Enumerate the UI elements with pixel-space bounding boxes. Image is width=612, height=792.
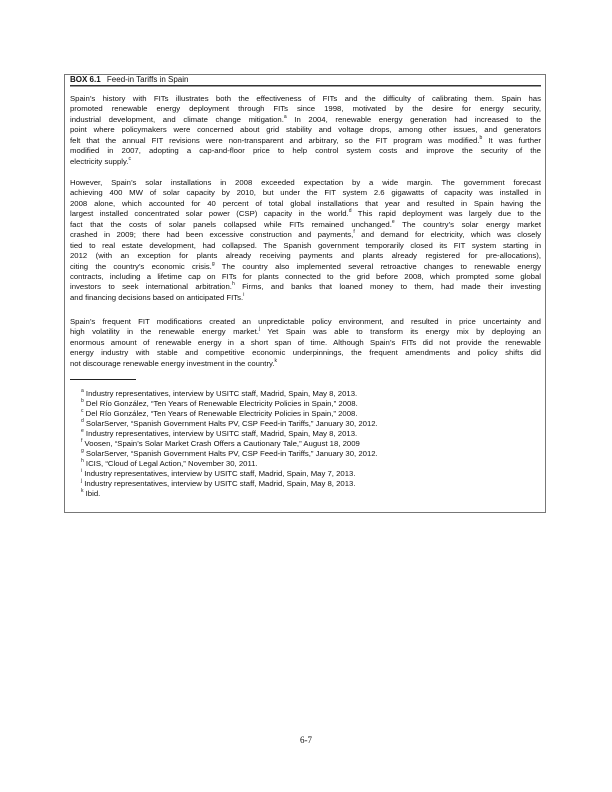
footnote-reference: c <box>128 155 131 162</box>
footnote-mark: j <box>81 478 83 485</box>
text-line: point where policymakers were concerned about grid stability and voltage drops, among other issues, and generators <box>70 125 541 135</box>
footnote-reference: h <box>231 281 235 288</box>
footnote-text: Industry representatives, interview by USITC staff, Madrid, Spain, May 8, 2013. <box>83 429 358 439</box>
text-line: However, Spain’s solar installations in 2008 exceeded expectation by a wide margin. The government forecast <box>70 178 541 187</box>
text-line: industrial development, and climate change mitigation.$^a$ In 2004, renewable energy generation had increased to the <box>70 113 541 124</box>
footnote-mark: k <box>81 488 84 495</box>
text-line: not discourage renewable energy investment in the country.$^k$ <box>70 357 277 368</box>
text-line: enormous amount of renewable energy in a short span of time. Although Spain’s FITs did not provide the renewable <box>70 337 541 347</box>
text-line: fact that the costs of solar panels collapsed while FITs remained unchanged.$^e$ The country’s solar energy market <box>70 218 541 229</box>
text-line: largest installed concentrated solar power (CSP) capacity in the world.$^d$ This rapid deployment was largely due to the <box>70 208 542 219</box>
text-line: crashed in 2009; there had been excessive construction and payments,$^f$ and demand for electricity, which was closely <box>70 229 541 240</box>
footnote-reference: f <box>353 229 355 236</box>
footnote-text: SolarServer, “Spanish Government Halts PV, CSP Feed-in Tariffs,” January 30, 2012. <box>83 419 378 429</box>
text-line: high volatility in the renewable energy market.$^j$ Yet Spain was able to transform its energy mix by deploying an <box>70 326 541 337</box>
footnote-mark: e <box>81 428 84 435</box>
footnote-mark: f <box>81 438 83 445</box>
footnote <box>81 479 378 489</box>
footnote-reference: i <box>243 291 245 298</box>
text-line: Spain’s frequent FIT modifications created an unpredictable policy environment, and resulted in price uncertainty and <box>70 317 541 326</box>
box-title <box>70 75 188 85</box>
footnote <box>81 469 378 479</box>
footnote <box>81 389 378 399</box>
footnote <box>81 439 378 449</box>
footnote <box>81 489 378 499</box>
footnote-text: ICIS, “Cloud of Legal Action,” November 30, 2011. <box>83 459 258 469</box>
paragraph-2 <box>70 178 541 303</box>
footnote-mark: i <box>81 468 83 475</box>
footnote-reference: d <box>348 208 352 215</box>
footnote-mark: g <box>81 448 84 455</box>
text-line: and financing decisions based on anticipated FITs.$^i$ <box>70 291 245 302</box>
footnote-reference: k <box>274 357 277 364</box>
text-line: achieving 400 MW of solar capacity by 2010, but under the FIT system 2.6 gigawatts of capacity was installed in <box>70 188 541 198</box>
footnote-reference: b <box>479 134 483 141</box>
footnote <box>81 419 378 429</box>
text-line: modified in 2007, adopting a cap-and-floor price to help control system costs and improve the security of the <box>70 146 541 156</box>
footnote <box>81 459 378 469</box>
text-line: citing the country’s economic crisis.$^g$ The country also implemented several retroactive changes to renewable energy <box>70 260 541 271</box>
footnote-separator <box>70 379 136 380</box>
footnote <box>81 449 378 459</box>
box-title-text: Feed-in Tariffs in Spain <box>106 75 189 84</box>
footnote-mark: d <box>81 418 84 425</box>
footnote-text: Industry representatives, interview by USITC staff, Madrid, Spain, May 8, 2013. <box>83 389 358 398</box>
footnote-text: Industry representatives, interview by USITC staff, Madrid, Spain, May 8, 2013. <box>82 479 356 489</box>
footnote <box>81 399 378 409</box>
box-label: BOX 6.1 <box>70 75 101 84</box>
text-line: Spain’s history with FITs illustrates both the effectiveness of FITs and the difficulty of calibrating them. Spain has <box>70 94 541 103</box>
text-line: promoted renewable energy deployment through FITs since 1998, motivated by the desire for energy security, <box>70 104 541 114</box>
footnote-text: Voosen, “Spain’s Solar Market Crash Offers a Cautionary Tale,” August 18, 2009 <box>82 439 360 449</box>
footnote-text: Ibid. <box>83 489 101 499</box>
paragraph-3 <box>70 317 541 369</box>
footnote-text: Industry representatives, interview by USITC staff, Madrid, Spain, May 7, 2013. <box>82 469 356 479</box>
footnote-mark: b <box>81 398 84 405</box>
footnote <box>81 409 378 419</box>
footnote-reference: j <box>258 326 261 333</box>
footnotes <box>81 389 378 500</box>
text-line: electricity supply.$^c$ <box>70 155 131 166</box>
footnote-reference: g <box>211 260 215 267</box>
footnote-reference: a <box>283 113 287 120</box>
text-line: tied to real estate development, had collapsed. The Spanish government temporarily closed its FIT system starting in <box>70 240 541 250</box>
paragraph-1 <box>70 94 541 167</box>
footnote-text: SolarServer, “Spanish Government Halts PV, CSP Feed-in Tariffs,” January 30, 2012. <box>83 449 378 459</box>
page-number: 6-7 <box>300 735 312 745</box>
footnote-mark: a <box>81 388 84 394</box>
footnote-mark: h <box>81 458 84 465</box>
text-line: contracts, including a lifetime cap on FITs for plants connected to the grid before 2008, which prompted some global <box>70 271 541 281</box>
footnote-text: Del Río González, “Ten Years of Renewable Electricity Policies in Spain,” 2008. <box>83 399 358 409</box>
footnote <box>81 429 378 439</box>
text-line: felt that the annual FIT revisions were non-transparent and arbitrary, so the FIT program was modified.$^b$ It was further <box>70 134 541 145</box>
text-line: energy industry with stable and competitive economic underpinnings, the frequent amendments and policy shifts did <box>70 348 541 358</box>
footnote-mark: c <box>81 408 84 415</box>
text-line: 2012 (with an exception for plants already receiving payments and plants already registered for pre-allocations), <box>70 251 541 261</box>
footnote-text: Del Río González, “Ten Years of Renewable Electricity Policies in Spain,” 2008. <box>83 409 358 419</box>
footnote-reference: e <box>391 218 395 225</box>
text-line: investors to seek international arbitration.$^h$ Firms, and banks that loaned money to them, had made their investing <box>70 281 541 292</box>
title-rule <box>70 85 541 87</box>
text-line: 2008 alone, which accounted for 40 percent of total global installations that year and resulted in Spain having the <box>70 198 541 208</box>
